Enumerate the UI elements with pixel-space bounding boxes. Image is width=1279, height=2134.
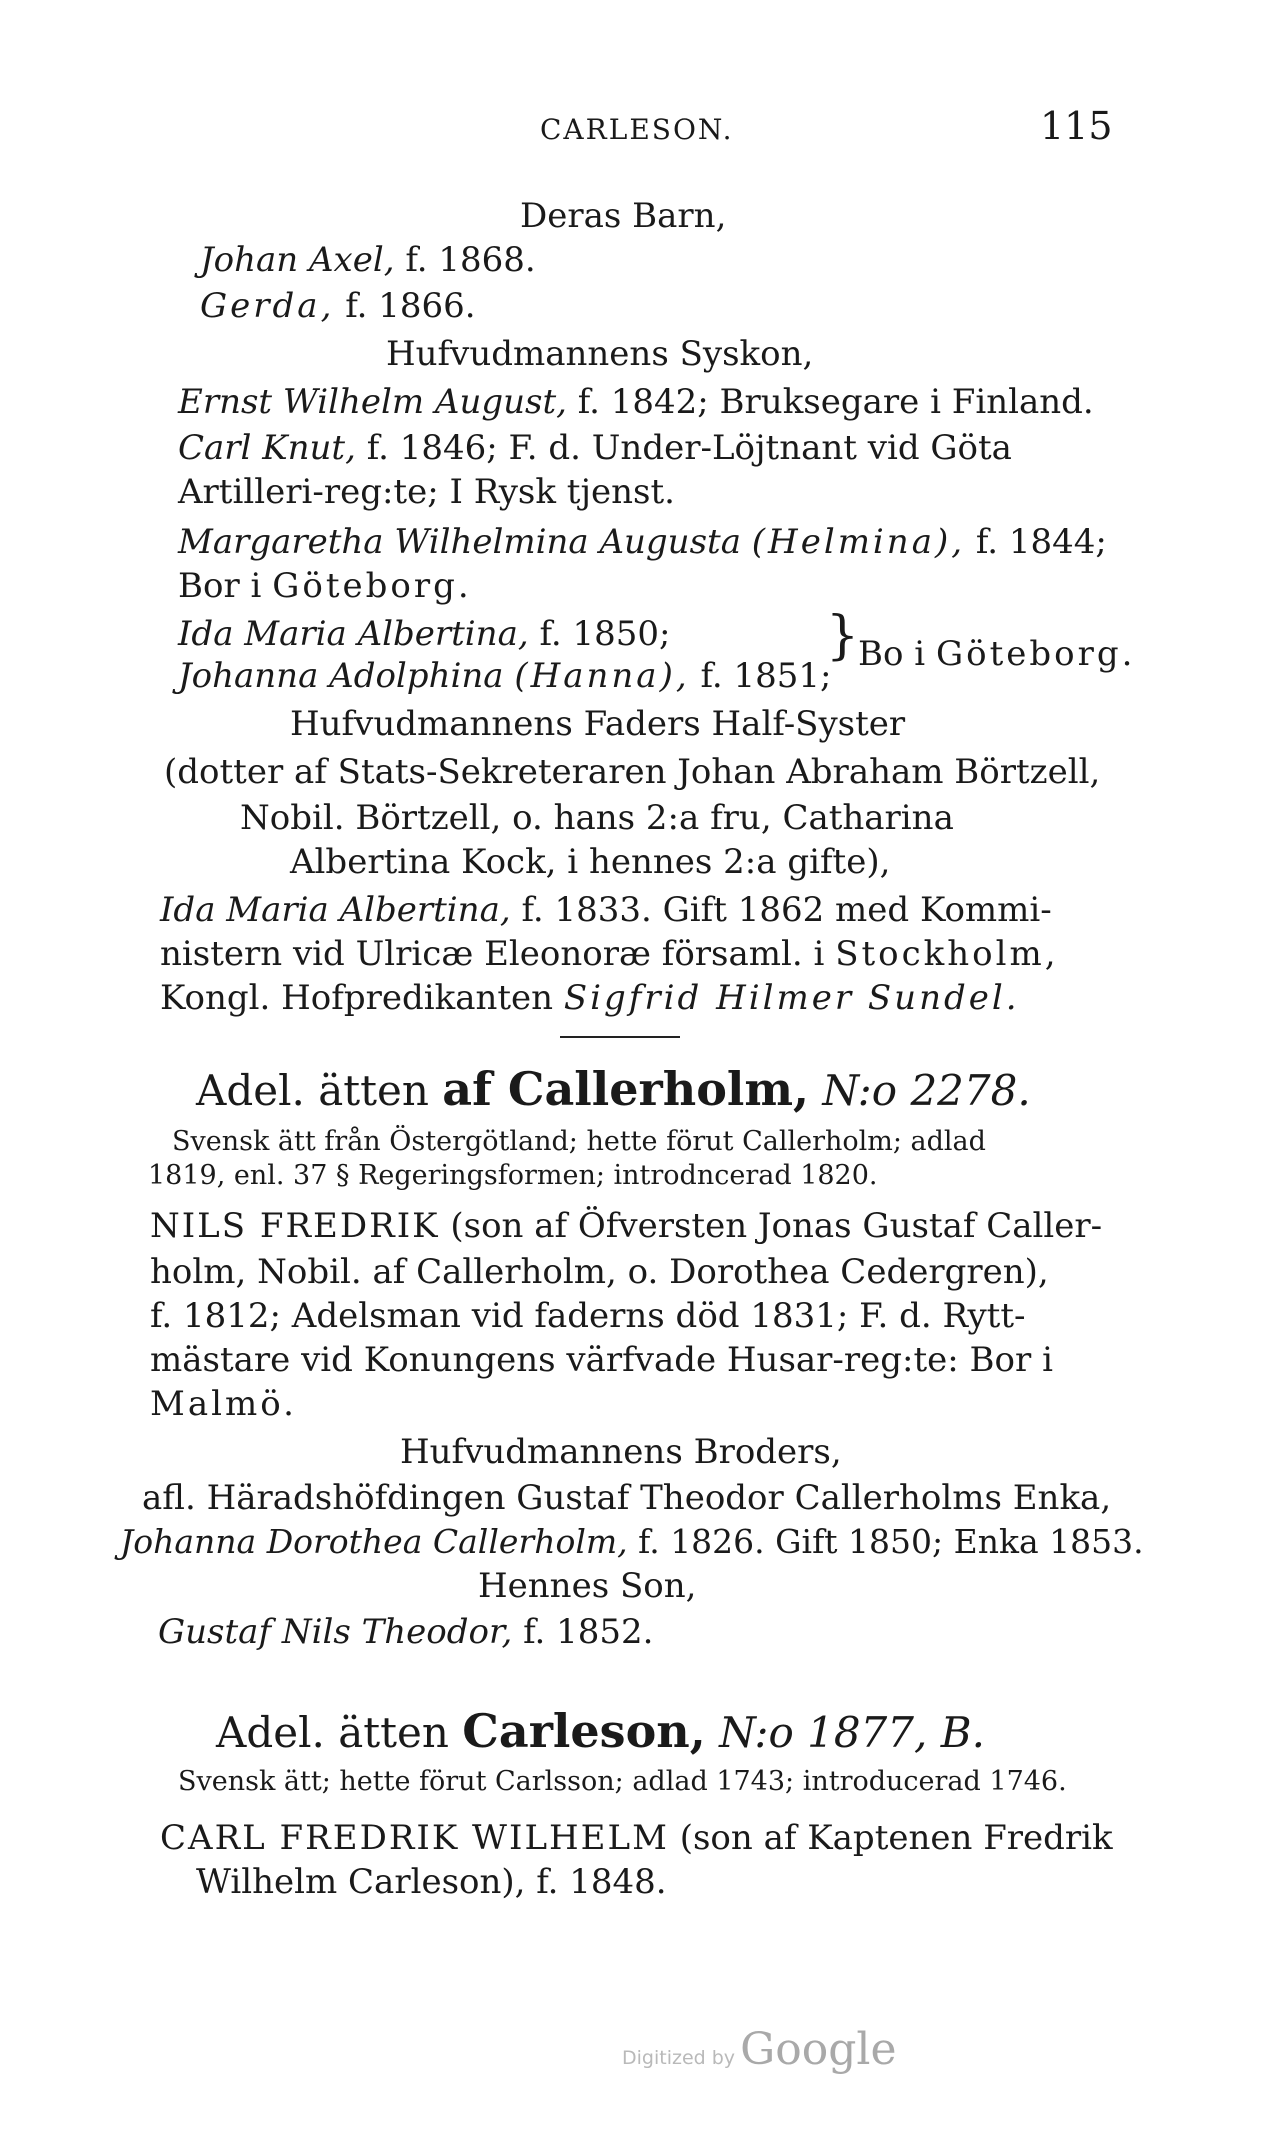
half-sister-line-6 <box>160 978 1020 1018</box>
child-2-name: Gerda, <box>200 286 335 326</box>
half-sister-line-5-pre: nistern vid Ulricæ Eleonoræ församl. i <box>160 934 825 974</box>
callerholm-head <box>150 1206 1102 1246</box>
carleson-head-line-2: Wilhelm Carleson), f. 1848. <box>196 1862 667 1902</box>
carleson-title-name: Carleson, <box>462 1704 706 1758</box>
sibling-4-name: Ida Maria Albertina, <box>178 614 529 654</box>
sibling-5-name: Johanna Adolphina <box>178 656 504 696</box>
broder-heading: Hufvudmannens Broders, <box>400 1432 842 1472</box>
sibling-2 <box>178 428 1012 468</box>
son-name: Gustaf Nils Theodor, <box>158 1612 513 1652</box>
sibling-3-cont-pre: Bor i <box>178 566 262 606</box>
sibling-5 <box>178 656 831 696</box>
syskon-heading: Hufvudmannens Syskon, <box>386 334 814 374</box>
half-sister-line-5 <box>160 934 1059 974</box>
sibling-3-cont-place: Göteborg. <box>272 566 472 606</box>
sibling-1-name: Ernst Wilhelm August, <box>178 382 567 422</box>
callerholm-head-line-5: Malmö. <box>150 1384 297 1424</box>
half-sister-line-3: Albertina Kock, i hennes 2:a gifte), <box>290 842 891 882</box>
callerholm-title-pre: Adel. ätten <box>196 1066 429 1115</box>
sibling-2-name: Carl Knut, <box>178 428 356 468</box>
sibling-5-nick: (Hanna), <box>514 656 690 696</box>
carleson-head <box>160 1818 1113 1858</box>
callerholm-head-line-4: mästare vid Konungens värfvade Husar-reg:te: Bor i <box>150 1340 1053 1380</box>
carleson-head-name: CARL FREDRIK WILHELM <box>160 1818 669 1858</box>
sibling-5-text: f. 1851; <box>700 656 832 696</box>
running-title: CARLESON. <box>540 113 734 146</box>
google-logo: Google <box>740 2024 897 2075</box>
half-sister-entry <box>160 890 1052 930</box>
sibling-3 <box>178 522 1107 562</box>
sibling-3-nick: (Helmina), <box>751 522 966 562</box>
half-sister-text: f. 1833. Gift 1862 med Kommi- <box>521 890 1052 930</box>
child-1-name: Johan Axel, <box>200 240 395 280</box>
sibling-4 <box>178 614 670 654</box>
callerholm-head-line-2: holm, Nobil. af Callerholm, o. Dorothea Cedergren), <box>150 1252 1049 1292</box>
watermark-prefix: Digitized by <box>622 2047 736 2069</box>
carleson-head-line-1: (son af Kaptenen Fredrik <box>679 1818 1113 1858</box>
half-sister-heading: Hufvudmannens Faders Half-Syster <box>290 704 906 744</box>
sibling-1 <box>178 382 1094 422</box>
sibling-4-5-shared <box>858 634 1135 674</box>
child-2 <box>200 286 476 326</box>
broder-name: Johanna Dorothea Callerholm, <box>120 1522 628 1561</box>
carleson-note-1: Svensk ätt; hette förut Carlsson; adlad 1743; introducerad 1746. <box>178 1766 1067 1797</box>
section-divider <box>560 1036 680 1038</box>
half-sister-line-5-place: Stockholm, <box>835 934 1059 974</box>
half-sister-line-2: Nobil. Börtzell, o. hans 2:a fru, Catharina <box>240 798 954 838</box>
carleson-title-no: N:o 1877, B. <box>719 1708 985 1757</box>
son-heading: Hennes Son, <box>478 1566 697 1606</box>
sibling-3-text: f. 1844; <box>975 522 1107 562</box>
son-text: f. 1852. <box>523 1612 654 1652</box>
callerholm-head-name: NILS FREDRIK <box>150 1206 440 1246</box>
sibling-4-5-shared-pre: Bo i <box>858 634 926 674</box>
broder-text: f. 1826. Gift 1850; Enka 1853. <box>638 1522 1144 1561</box>
curly-brace-icon: } <box>826 606 860 666</box>
child-2-birth: f. 1866. <box>345 286 476 326</box>
sibling-3-cont <box>178 566 472 606</box>
sibling-4-text: f. 1850; <box>539 614 671 654</box>
callerholm-note-1: Svensk ätt från Östergötland; hette förut Callerholm; adlad <box>172 1126 986 1157</box>
sibling-2-cont: Artilleri-reg:te; I Rysk tjenst. <box>178 472 675 512</box>
half-sister-line-1: (dotter af Stats-Sekreteraren Johan Abraham Börtzell, <box>164 752 1101 792</box>
half-sister-name: Ida Maria Albertina, <box>160 890 511 930</box>
callerholm-head-line-3: f. 1812; Adelsman vid faderns död 1831; F. d. Rytt- <box>150 1296 1026 1336</box>
child-1 <box>200 240 536 280</box>
callerholm-title-name: af Callerholm, <box>442 1062 810 1116</box>
sibling-4-5-shared-place: Göteborg. <box>935 634 1136 674</box>
sibling-1-text: f. 1842; Bruksegare i Finland. <box>577 382 1094 422</box>
digitized-by-watermark <box>622 2024 897 2075</box>
carleson-title <box>216 1706 985 1758</box>
sibling-2-text: f. 1846; F. d. Under-Löjtnant vid Göta <box>366 428 1012 468</box>
callerholm-head-line-1: (son af Öfversten Jonas Gustaf Caller- <box>450 1206 1103 1246</box>
page-number: 115 <box>1040 104 1113 148</box>
half-sister-line-6-pre: Kongl. Hofpredikanten <box>160 978 554 1018</box>
broder-entry <box>120 1522 1144 1562</box>
carleson-title-pre: Adel. ätten <box>216 1708 449 1757</box>
broder-line-1: afl. Häradshöfdingen Gustaf Theodor Callerholms Enka, <box>142 1478 1112 1518</box>
callerholm-title-no: N:o 2278. <box>822 1066 1031 1115</box>
child-1-birth: f. 1868. <box>405 240 536 280</box>
son-entry <box>158 1612 653 1652</box>
sibling-3-name: Margaretha Wilhelmina Augusta <box>178 522 741 562</box>
callerholm-title <box>196 1064 1031 1116</box>
callerholm-note-2: 1819, enl. 37 § Regeringsformen; introdncerad 1820. <box>148 1160 878 1191</box>
half-sister-line-6-name: Sigfrid Hilmer Sundel. <box>563 978 1020 1018</box>
barn-heading: Deras Barn, <box>520 196 727 236</box>
